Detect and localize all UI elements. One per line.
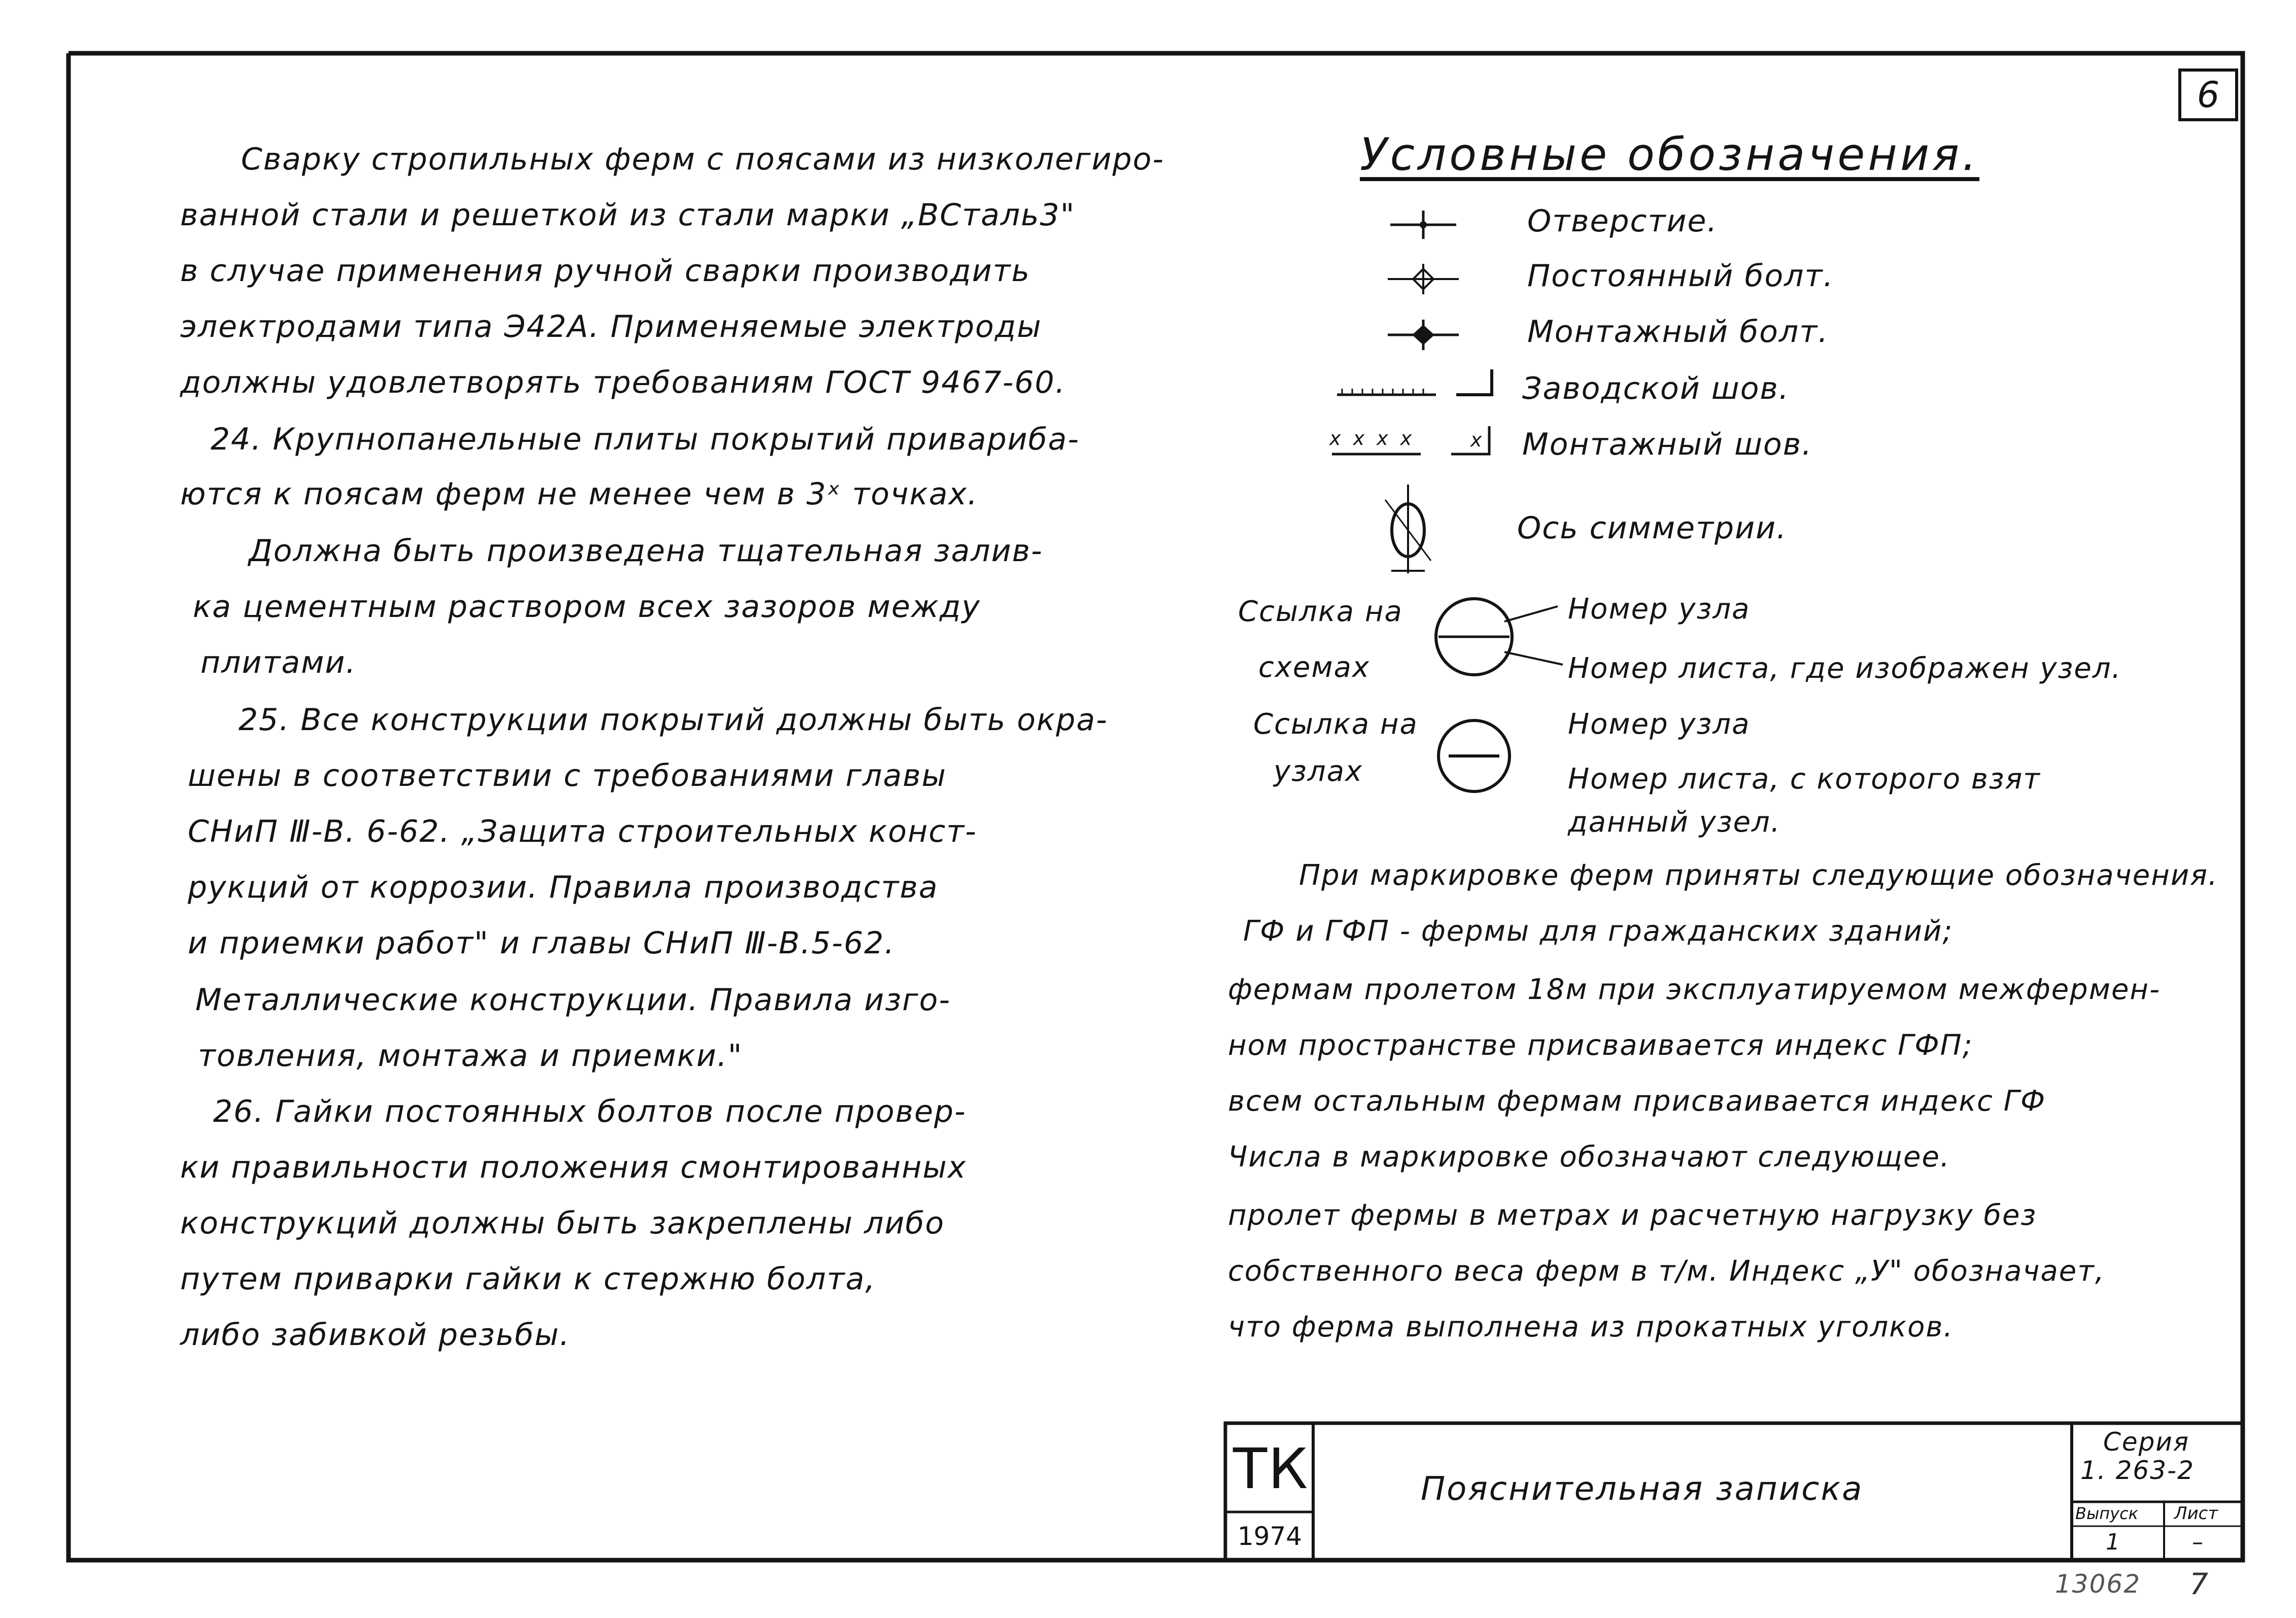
symmetry-axis-symbol: [1385, 485, 1431, 573]
left-text-line: либо забивкой резьбы.: [180, 1317, 570, 1353]
ref-schemes-label-1: Ссылка на: [1238, 595, 1403, 628]
title-block-sheet-label: Лист: [2174, 1503, 2218, 1524]
marking-line: всем остальным фермам присваивается индекс ГФ: [1228, 1085, 2046, 1118]
left-text-line: в случае применения ручной сварки производить: [180, 253, 1031, 289]
legend-item-symmetry-axis: Ось симметрии.: [1517, 510, 1788, 546]
ref-nodes-lower-1: Номер листа, с которого взят: [1568, 763, 2041, 796]
legend-item-factory-weld: Заводской шов.: [1522, 371, 1790, 406]
archive-number: 13062: [2055, 1569, 2141, 1599]
left-text-line: должны удовлетворять требованиям ГОСТ 9467-60.: [180, 365, 1066, 400]
legend-item-erection-bolt: Монтажный болт.: [1527, 314, 1829, 350]
left-text-line: 26. Гайки постоянных болтов после провер-: [213, 1094, 967, 1129]
marking-line: ГФ и ГФП - фермы для гражданских зданий;: [1243, 915, 1954, 948]
ref-nodes-label-1: Ссылка на: [1253, 708, 1418, 741]
left-text-line: Должна быть произведена тщательная залив-: [249, 533, 1043, 569]
title-block-issue-label: Выпуск: [2075, 1504, 2138, 1523]
legend-item-hole: Отверстие.: [1527, 203, 1718, 239]
ref-schemes-lower: Номер листа, где изображен узел.: [1568, 652, 2122, 685]
left-text-line: Металлические конструкции. Правила изго-: [195, 982, 951, 1018]
left-text-line: товления, монтажа и приемки.": [198, 1038, 743, 1074]
ref-schemes-label-2: схемах: [1258, 651, 1370, 684]
legend-item-field-weld: Монтажный шов.: [1522, 427, 1813, 462]
field-weld-flag: x: [1470, 429, 1483, 451]
permanent-bolt-symbol: [1388, 264, 1459, 294]
left-text-line: 25. Все конструкции покрытий должны быть окра-: [238, 702, 1108, 738]
left-text-line: путем приварки гайки к стержню болта,: [180, 1261, 876, 1297]
hole-symbol: [1390, 211, 1456, 239]
left-text-line: рукций от коррозии. Правила производства: [188, 870, 939, 905]
node-reference-symbol: [1438, 720, 1510, 791]
marking-line: фермам пролетом 18м при эксплуатируемом межфермен-: [1228, 973, 2161, 1006]
erection-bolt-symbol: [1388, 320, 1459, 350]
page-number: 7: [2189, 1567, 2209, 1601]
ref-nodes-upper: Номер узла: [1568, 708, 1751, 741]
left-text-line: ванной стали и решеткой из стали марки „ВСталь3": [180, 197, 1076, 233]
marking-line: собственного веса ферм в т/м. Индекс „У" обозначает,: [1228, 1255, 2105, 1288]
left-text-line: электродами типа Э42А. Применяемые электроды: [180, 309, 1042, 345]
scheme-reference-symbol: [1436, 599, 1563, 675]
marking-line: Числа в маркировке обозначают следующее.: [1228, 1141, 1950, 1174]
marking-line: что ферма выполнена из прокатных уголков.: [1228, 1311, 1954, 1344]
left-text-line: плитами.: [200, 645, 357, 680]
legend-item-permanent-bolt: Постоянный болт.: [1527, 258, 1834, 294]
left-text-line: Сварку стропильных ферм с поясами из низколегиро-: [241, 142, 1164, 177]
left-text-line: ки правильности положения смонтированных: [180, 1150, 967, 1185]
left-text-line: конструкций должны быть закреплены либо: [180, 1206, 945, 1241]
ref-nodes-label-2: узлах: [1274, 755, 1363, 788]
marking-line: При маркировке ферм приняты следующие обозначения.: [1299, 859, 2218, 892]
sheet-number: 6: [2178, 68, 2238, 121]
title-block-title: Пояснительная записка: [1421, 1470, 1864, 1508]
field-weld-marks: x x x x: [1329, 427, 1415, 450]
title-block-year: 1974: [1237, 1522, 1303, 1551]
left-text-line: ются к поясам ферм не менее чем в 3ˣ точках.: [180, 476, 978, 512]
marking-line: ном пространстве присваивается индекс ГФП;: [1228, 1029, 1973, 1062]
left-text-line: СНиП Ⅲ-В. 6-62. „Защита строительных конст-: [188, 814, 977, 849]
title-block-sheet-value: –: [2192, 1529, 2204, 1555]
ref-schemes-upper: Номер узла: [1568, 593, 1751, 626]
factory-weld-symbol: [1337, 369, 1492, 395]
legend-title: Условные обозначения.: [1360, 128, 1980, 181]
left-text-line: 24. Крупнопанельные плиты покрытий привариба-: [211, 422, 1080, 457]
title-block-org: ТК: [1233, 1436, 1309, 1501]
left-text-line: и приемки работ" и главы СНиП Ⅲ-В.5-62.: [188, 925, 896, 961]
left-text-line: ка цементным раствором всех зазоров между: [193, 589, 981, 625]
left-text-line: шены в соответствии с требованиями главы: [188, 758, 947, 794]
title-block-series-label: Серия: [2103, 1427, 2189, 1457]
ref-nodes-lower-2: данный узел.: [1568, 806, 1781, 839]
title-block-issue-value: 1: [2106, 1529, 2121, 1555]
marking-line: пролет фермы в метрах и расчетную нагрузку без: [1228, 1199, 2037, 1232]
title-block-series-value: 1. 263-2: [2080, 1456, 2195, 1485]
